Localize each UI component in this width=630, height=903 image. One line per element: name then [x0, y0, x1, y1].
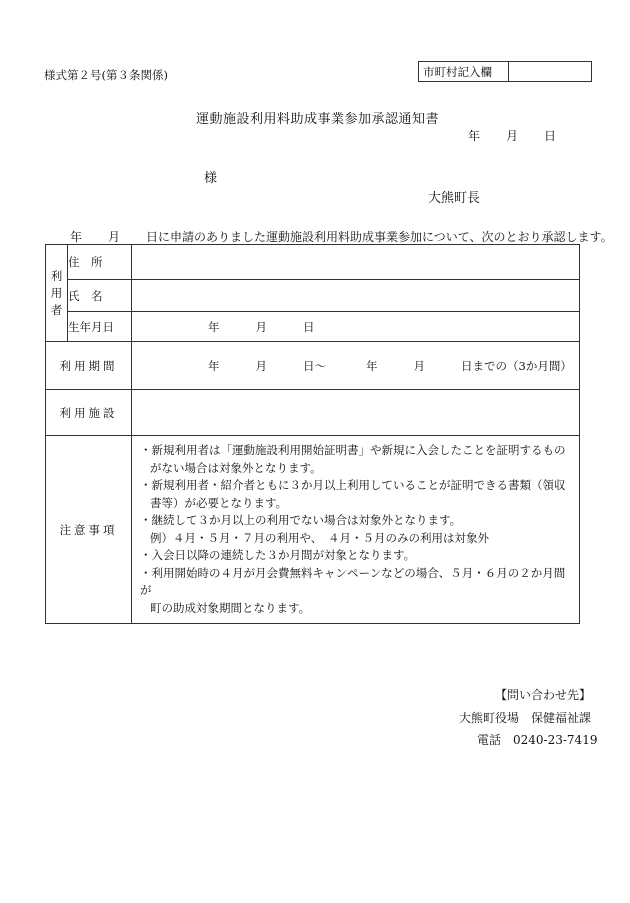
user-group-label: 利 用 者	[46, 245, 68, 342]
issue-day-label: 日	[544, 129, 557, 143]
note-line: がない場合は対象外となります。	[150, 460, 322, 475]
facility-label: 利用施設	[46, 390, 132, 436]
notes-list	[132, 436, 580, 624]
office-use-field[interactable]	[509, 62, 591, 81]
intro-month: 月	[108, 230, 121, 244]
note-line: 書等）が必要となります。	[150, 495, 288, 510]
address-label: 住 所	[68, 245, 132, 280]
note-line: ・継続して３か月以上の利用でない場合は対象外となります。	[140, 513, 462, 527]
period-start-month: 月	[255, 358, 267, 373]
issue-date	[468, 127, 556, 144]
note-line: ・新規利用者は「運動施設利用開始証明書」や新規に入会したことを証明するもの	[140, 443, 566, 457]
office-use-label: 市町村記入欄	[419, 62, 509, 81]
dob-day: 日	[303, 319, 315, 334]
dob-year: 年	[208, 319, 220, 334]
period-start-day: 日〜	[303, 358, 326, 373]
contact-office: 大熊町役場 保健福祉課	[459, 711, 592, 725]
form-number: 様式第２号(第３条関係)	[44, 68, 168, 82]
intro-sentence	[70, 228, 613, 245]
dob-field[interactable]	[132, 312, 580, 342]
approval-table	[45, 244, 580, 624]
intro-year: 年	[70, 230, 83, 244]
office-use-box	[418, 61, 592, 82]
notes-label: 注意事項	[46, 436, 132, 624]
period-end-year: 年	[366, 358, 378, 373]
dob-month: 月	[255, 319, 267, 334]
issue-year-label: 年	[468, 129, 481, 143]
contact-phone: 電話 0240-23-7419	[477, 733, 598, 747]
recipient-honorific: 様	[204, 171, 218, 186]
note-line: 町の助成対象期間となります。	[150, 600, 311, 615]
issuer-name: 大熊町長	[428, 191, 481, 206]
facility-field[interactable]	[132, 390, 580, 436]
intro-text: 日に申請のありました運動施設利用料助成事業参加について、次のとおり承認します。	[146, 230, 613, 244]
document-title: 運動施設利用料助成事業参加承認通知書	[196, 112, 440, 127]
note-line: ・利用開始時の４月が月会費無料キャンペーンなどの場合、５月・６月の２か月間が	[140, 565, 566, 597]
period-start-year: 年	[208, 358, 220, 373]
note-line: 例）４月・５月・７月の利用や、 ４月・５月のみの利用は対象外	[150, 530, 490, 545]
period-end-month: 月	[413, 358, 425, 373]
period-end-until: 日までの（3か月間）	[461, 358, 572, 373]
period-field[interactable]	[132, 342, 580, 390]
contact-heading: 【問い合わせ先】	[495, 688, 592, 702]
issue-month-label: 月	[506, 129, 519, 143]
note-line: ・新規利用者・紹介者ともに３か月以上利用していることが証明できる書類（領収	[140, 478, 566, 492]
name-label: 氏 名	[68, 280, 132, 312]
address-field[interactable]	[132, 245, 580, 280]
dob-label: 生年月日	[68, 312, 132, 342]
name-field[interactable]	[132, 280, 580, 312]
note-line: ・入会日以降の連続した３か月間が対象となります。	[140, 548, 416, 562]
period-label: 利用期間	[46, 342, 132, 390]
